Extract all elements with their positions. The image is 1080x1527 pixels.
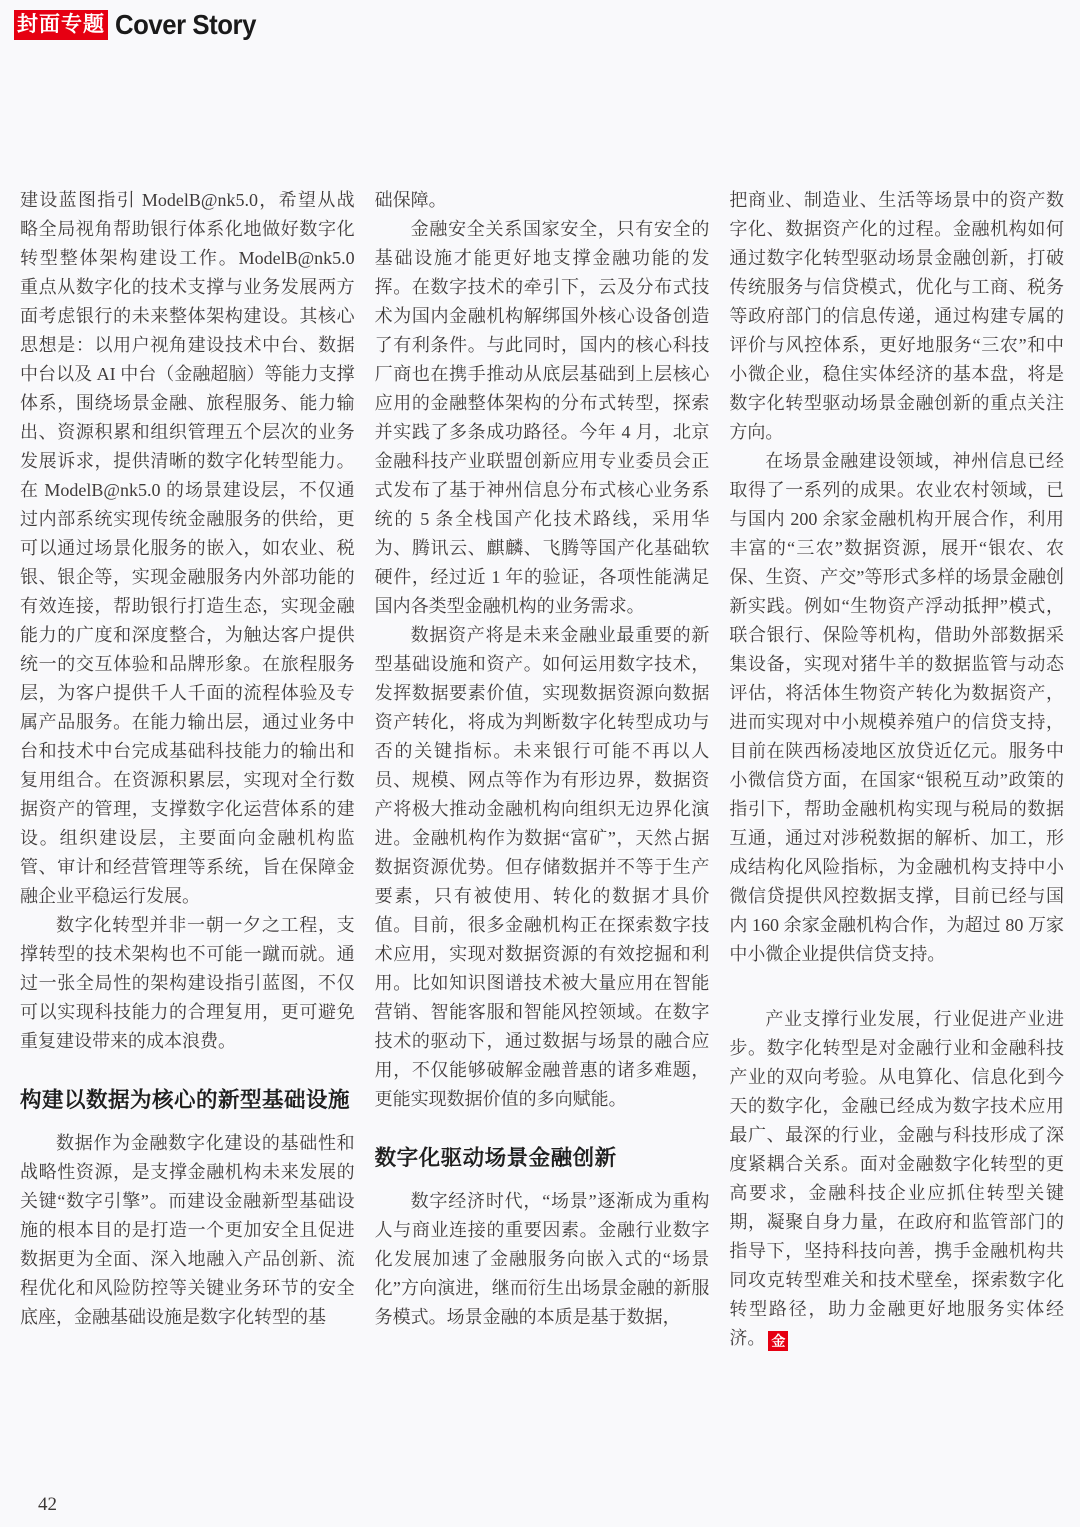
paragraph: 数字经济时代，“场景”逐渐成为重构人与商业连接的重要因素。金融行业数字化发展加速了金融服务向嵌入式的“场景化”方向演进，继而衍生出场景金融的新服务模式。场景金融的本质是基于数据， [374, 1190, 710, 1327]
paragraph: 础保障。 [374, 190, 447, 210]
paragraph: 建设蓝图指引 ModelB@nk5.0，希望从战略全局视角帮助银行体系化地做好数字化转型整体架构建设工作。ModelB@nk5.0 重点从数字化的技术支撑与业务发展两方面考虑银行的未来整体架构建设。其核心思想是：以用户视角建设技术中台、数据中台以及 AI 中台（金融超脑）等能力支撑体系，围绕场景金融、旅程服务、能力输出、资源积累和组织管理五个层次的业务发展诉求，提供清晰的数字化转型能力。在 ModelB@nk5.0 的场景建设层，不仅通过内部系统实现传统金融服务的供给，更可以通过场景化服务的嵌入，如农业、税银、银企等，实现金融服务内外部功能的有效连接，帮助银行打造生态，实现金融能力的广度和深度整合，为触达客户提供统一的交互体验和品牌形象。在旅程服务层，为客户提供千人千面的流程体验及专属产品服务。在能力输出层，通过业务中台和技术中台完成基础科技能力的输出和复用组合。在资源积累层，实现对全行数据资产的管理，支撑数字化运营体系的建设。组织建设层，主要面向金融机构监管、审计和经营管理等系统，旨在保障金融企业平稳运行发展。 [20, 190, 355, 906]
paragraph: 在场景金融建设领域，神州信息已经取得了一系列的成果。农业农村领域，已与国内 200 余家金融机构开展合作，利用丰富的“三农”数据资源，展开“银农、农保、生资、产交”等形式多样的场景金融创新实践。例如“生物资产浮动抵押”模式，联合银行、保险等机构，借助外部数据采集设备，实现对猪牛羊的数据监管与动态评估，将活体生物资产转化为数据资产，进而实现对中小规模养殖户的信贷支持，目前在陕西杨凌地区放贷近亿元。服务中小微信贷方面，在国家“银税互动”政策的指引下，帮助金融机构实现与税局的数据互通，通过对涉税数据的解析、加工，形成结构化风险指标，为金融机构支持中小微信贷提供风控数据支撑，目前已经与国内 160 余家金融机构合作，为超过 80 万家中小微企业提供信贷支持。 [729, 451, 1065, 964]
section-title: Cover Story [115, 9, 256, 40]
article-body [20, 186, 1064, 1353]
paragraph: 把商业、制造业、生活等场景中的资产数字化、数据资产化的过程。金融机构如何通过数字化转型驱动场景金融创新，打破传统服务与信贷模式，优化与工商、税务等政府部门的信息传递，通过构建专属的评价与风控体系，更好地服务“三农”和中小微企业，稳住实体经济的基本盘，将是数字化转型驱动场景金融创新的重点关注方向。 [729, 190, 1065, 442]
article-end-icon: 金 [768, 1331, 788, 1351]
article-column-2 [375, 186, 710, 1353]
section-heading-scene-finance: 数字化驱动场景金融创新 [374, 1146, 617, 1170]
paragraph: 数字化转型并非一朝一夕之工程，支撑转型的技术架构也不可能一蹴而就。通过一张全局性的架构建设指引蓝图，不仅可以实现科技能力的合理复用，更可避免重复建设带来的成本浪费。 [20, 915, 355, 1051]
paragraph-text: 产业支撑行业发展，行业促进产业进步。数字化转型是对金融行业和金融科技产业的双向考验。从电算化、信息化到今天的数字化，金融已经成为数字技术应用最广、最深的行业，金融与科技形成了深度紧耦合关系。面对金融数字化转型的更高要求，金融科技企业应抓住转型关键期，凝聚自身力量，在政府和监管部门的指导下，坚持科技向善，携手金融机构共同攻克转型难关和技术壁垒，探索数字化转型路径，助力金融更好地服务实体经济。 [729, 1009, 1065, 1348]
paragraph [729, 1005, 1064, 1353]
page-number: 42 [38, 1494, 57, 1515]
paragraph: 金融安全关系国家安全，只有安全的基础设施才能更好地支撑金融功能的发挥。在数字技术的牵引下，云及分布式技术为国内金融机构解绑国外核心设备创造了有利条件。与此同时，国内的核心科技厂商也在携手推动从底层基础到上层核心应用的金融整体架构的分布式转型，探索并实践了多条成功路径。今年 4 月，北京金融科技产业联盟创新应用专业委员会正式发布了基于神州信息分布式核心业务系统的 5 条全栈国产化技术路线，采用华为、腾讯云、麒麟、飞腾等国产化基础软硬件，经过近 1 年的验证，各项性能满足国内各类型金融机构的业务需求。 [374, 219, 710, 616]
article-column-1 [20, 186, 355, 1353]
section-badge: 封面专题 [14, 10, 108, 40]
paragraph: 数据作为金融数字化建设的基础性和战略性资源，是支撑金融机构未来发展的关键“数字引擎”。而建设金融新型基础设施的根本目的是打造一个更加安全且促进数据更为全面、深入地融入产品创新、流程优化和风险防控等关键业务环节的安全底座，金融基础设施是数字化转型的基 [20, 1132, 355, 1327]
page-header [14, 9, 268, 41]
section-heading-infrastructure: 构建以数据为核心的新型基础设施 [20, 1088, 351, 1112]
article-column-3 [729, 186, 1064, 1353]
paragraph: 数据资产将是未来金融业最重要的新型基础设施和资产。如何运用数字技术，发挥数据要素价值，实现数据资源向数据资产转化，将成为判断数字化转型成功与否的关键指标。未来银行可能不再以人员、规模、网点等作为有形边界，数据资产将极大推动金融机构向组织无边界化演进。金融机构作为数据“富矿”，天然占据数据资源优势。但存储数据并不等于生产要素，只有被使用、转化的数据才具价值。目前，很多金融机构正在探索数字技术应用，实现对数据资源的有效挖掘和利用。比如知识图谱技术被大量应用在智能营销、智能客服和智能风控领域。在数字技术的驱动下，通过数据与场景的融合应用，不仅能够破解金融普惠的诸多难题，更能实现数据价值的多向赋能。 [374, 625, 710, 1109]
